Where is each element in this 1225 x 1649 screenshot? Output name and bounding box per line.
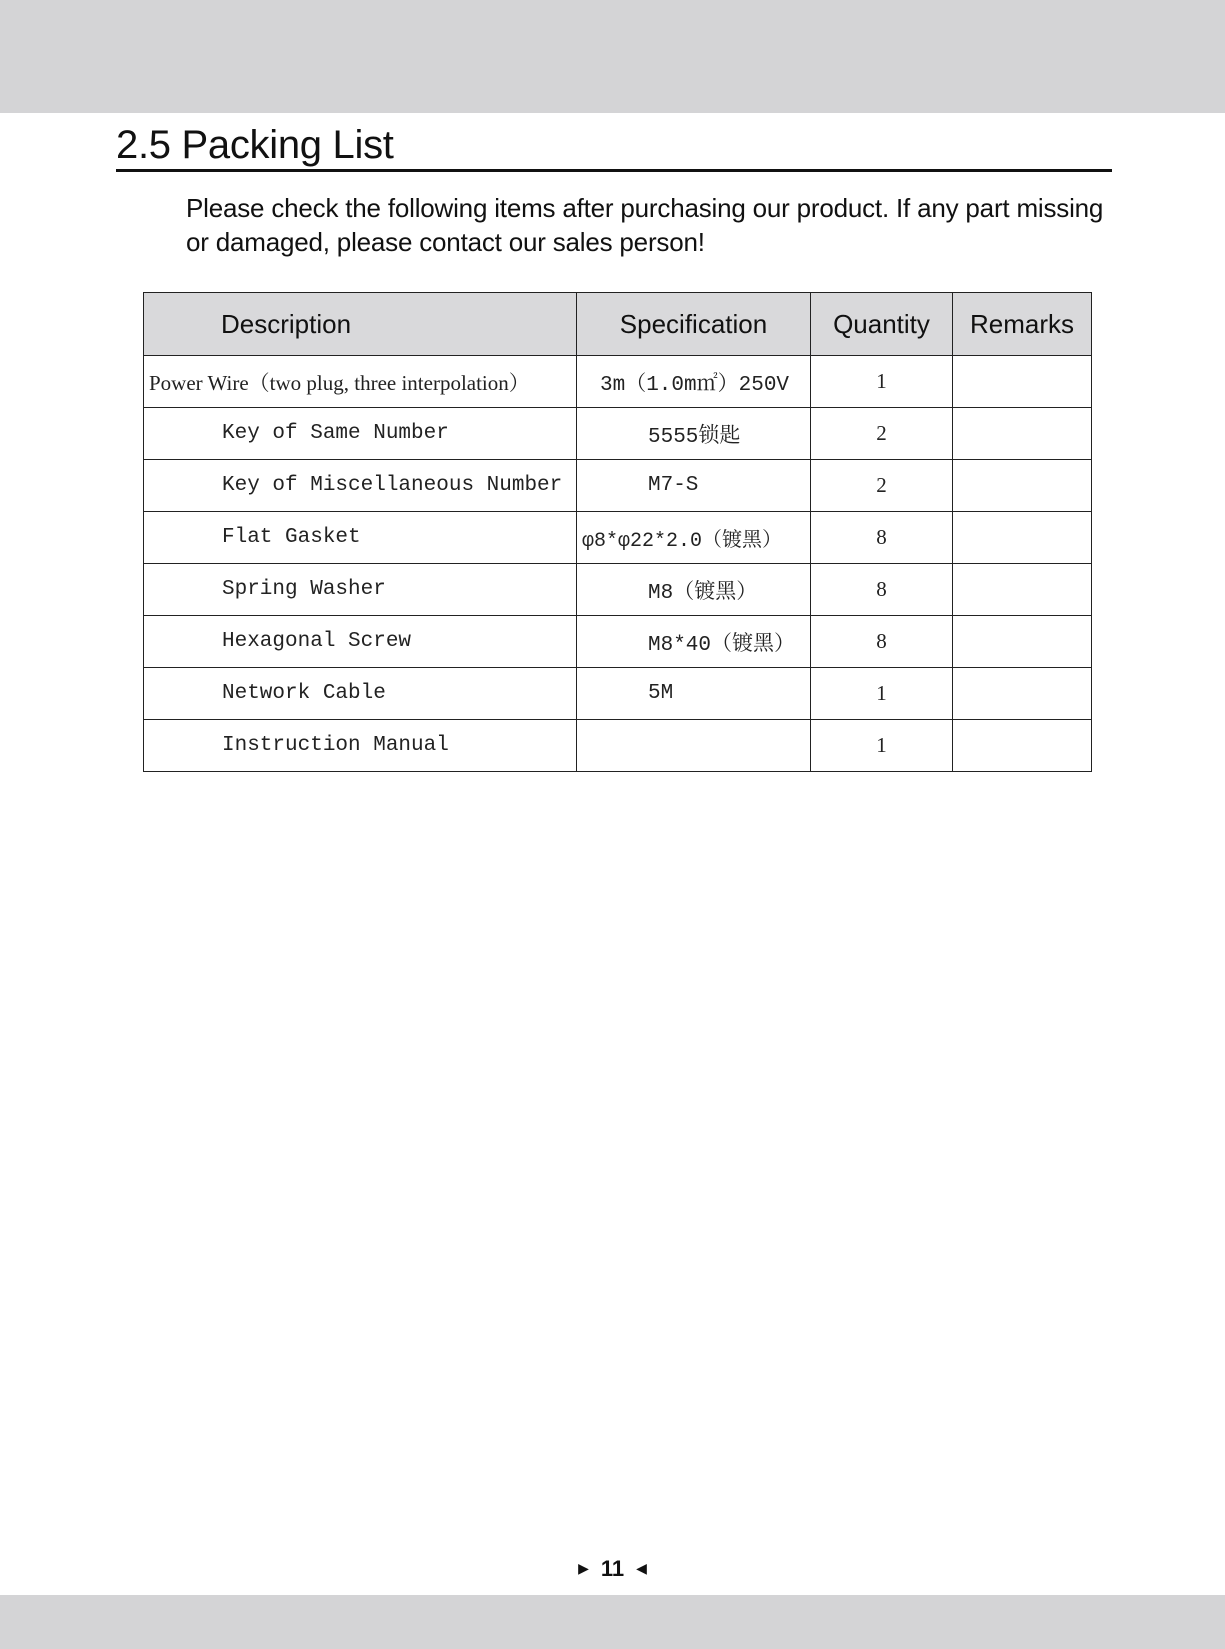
table-header-row — [144, 293, 1092, 356]
cell-quantity: 2 — [811, 408, 953, 460]
packing-list-table — [143, 292, 1092, 772]
cell-specification: M8（镀黑） — [577, 564, 811, 616]
page-footer — [560, 1555, 665, 1584]
cell-specification: 5555锁匙 — [577, 408, 811, 460]
header-description: Description — [144, 293, 577, 356]
intro-paragraph: Please check the following items after purchasing our product. If any part missing or damaged, please contact our sales person! — [186, 193, 1104, 257]
section-title: 2.5 Packing List — [116, 123, 394, 167]
cell-description: Hexagonal Screw — [144, 616, 577, 668]
cell-quantity: 1 — [811, 356, 953, 408]
title-underline — [116, 169, 1112, 172]
cell-description: Power Wire（two plug, three interpolation） — [144, 356, 577, 408]
table-row — [144, 356, 1092, 408]
cell-description: Instruction Manual — [144, 720, 577, 772]
cell-remarks — [953, 668, 1092, 720]
cell-specification: M8*40（镀黑） — [577, 616, 811, 668]
page-number: 11 — [600, 1556, 625, 1581]
header-remarks: Remarks — [953, 293, 1092, 356]
bottom-footer-band — [0, 1595, 1225, 1649]
table-row — [144, 460, 1092, 512]
cell-description: Network Cable — [144, 668, 577, 720]
cell-quantity: 2 — [811, 460, 953, 512]
left-triangle-icon: ◀ — [636, 1560, 647, 1577]
cell-specification: M7-S — [577, 460, 811, 512]
cell-remarks — [953, 460, 1092, 512]
table-row — [144, 668, 1092, 720]
cell-quantity: 1 — [811, 720, 953, 772]
cell-remarks — [953, 356, 1092, 408]
table-row — [144, 408, 1092, 460]
cell-quantity: 1 — [811, 668, 953, 720]
cell-quantity: 8 — [811, 616, 953, 668]
cell-remarks — [953, 408, 1092, 460]
header-specification: Specification — [577, 293, 811, 356]
cell-description: Key of Miscellaneous Number — [144, 460, 577, 512]
right-triangle-icon: ▶ — [578, 1560, 589, 1577]
cell-remarks — [953, 720, 1092, 772]
cell-remarks — [953, 564, 1092, 616]
header-quantity: Quantity — [811, 293, 953, 356]
cell-remarks — [953, 616, 1092, 668]
table-row — [144, 616, 1092, 668]
cell-quantity: 8 — [811, 564, 953, 616]
cell-remarks — [953, 512, 1092, 564]
cell-quantity: 8 — [811, 512, 953, 564]
cell-specification: 5M — [577, 668, 811, 720]
table-row — [144, 720, 1092, 772]
top-header-band — [0, 0, 1225, 113]
cell-description: Spring Washer — [144, 564, 577, 616]
table-row — [144, 512, 1092, 564]
cell-description: Key of Same Number — [144, 408, 577, 460]
cell-specification — [577, 720, 811, 772]
cell-specification: φ8*φ22*2.0（镀黑） — [577, 512, 811, 564]
cell-description: Flat Gasket — [144, 512, 577, 564]
cell-specification: 3m（1.0m㎡）250V — [577, 356, 811, 408]
table-row — [144, 564, 1092, 616]
